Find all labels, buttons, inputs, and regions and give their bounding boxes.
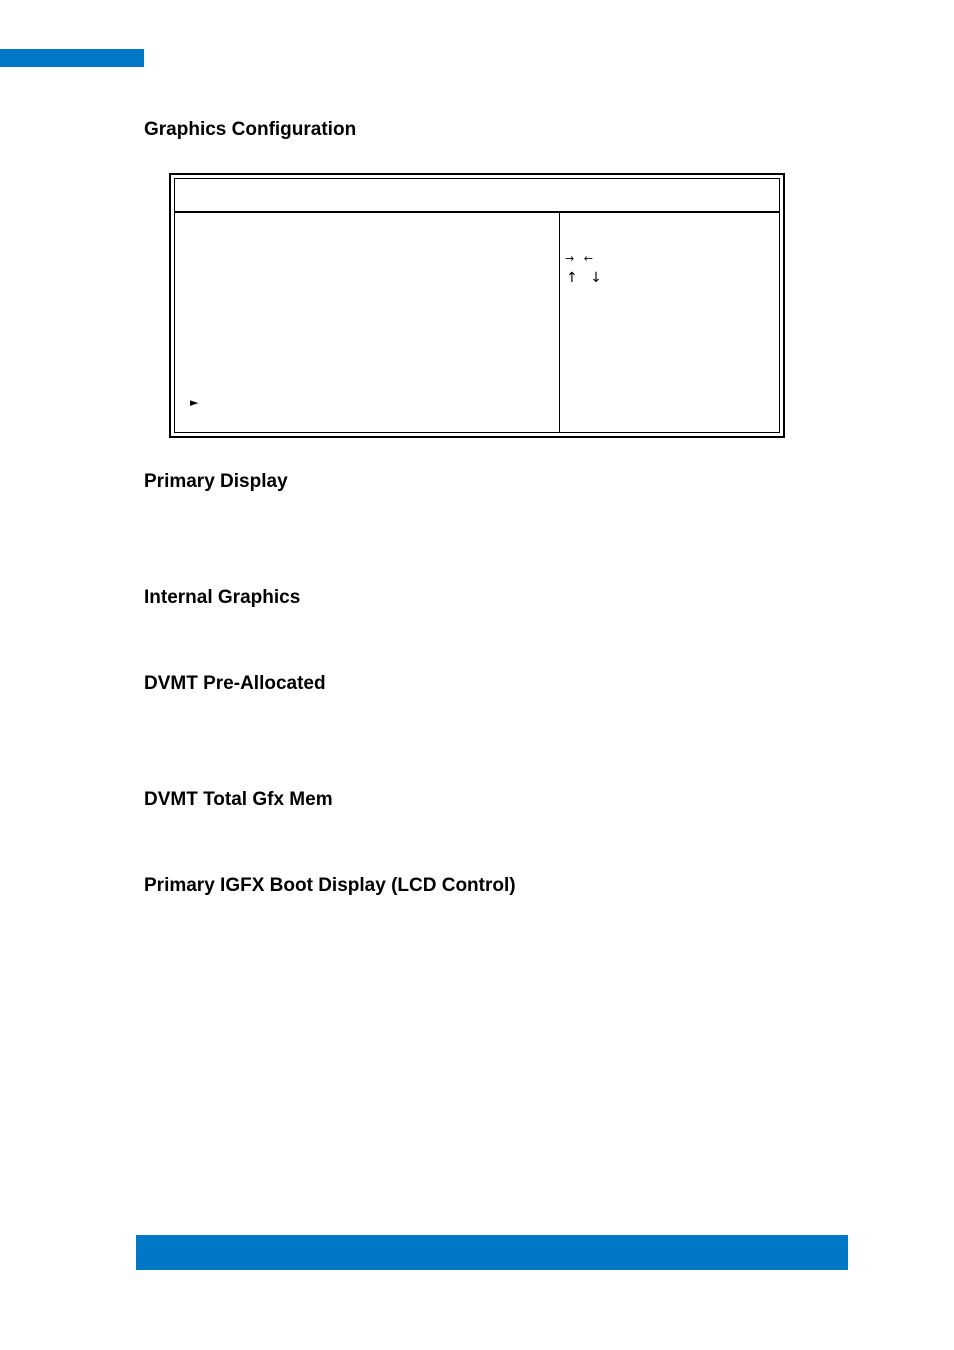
bios-help-panel-divider: [559, 213, 560, 432]
internal-graphics-heading: Internal Graphics: [144, 587, 301, 608]
primary-display-heading: Primary Display: [144, 471, 288, 492]
up-down-arrows-icon: ↑ ↓: [566, 270, 606, 286]
graphics-configuration-heading: Graphics Configuration: [144, 119, 357, 140]
submenu-pointer-icon: ►: [190, 396, 199, 409]
bios-screen-frame: [169, 173, 785, 438]
dvmt-pre-allocated-heading: DVMT Pre-Allocated: [144, 673, 326, 694]
left-right-arrows-icon: → ←: [565, 252, 596, 265]
top-accent-bar: [0, 49, 144, 67]
bios-screen-inner-frame: [174, 178, 780, 433]
dvmt-total-gfx-mem-heading: DVMT Total Gfx Mem: [144, 789, 333, 810]
bottom-accent-bar: [136, 1235, 848, 1270]
primary-igfx-boot-display-heading: Primary IGFX Boot Display (LCD Control): [144, 875, 516, 896]
bios-screen-header: [175, 179, 779, 213]
